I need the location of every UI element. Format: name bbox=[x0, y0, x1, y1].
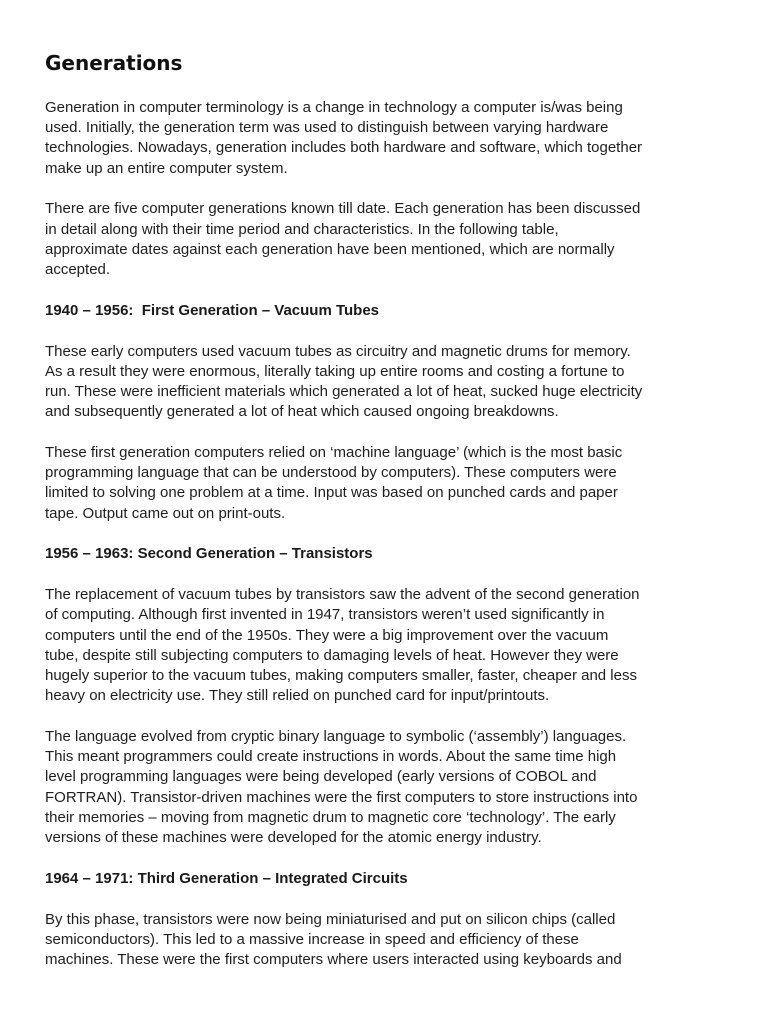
document-body bbox=[45, 50, 735, 991]
section-heading-third-generation: 1964 – 1971: Third Generation – Integrated Circuits bbox=[45, 869, 408, 887]
section-heading-first-generation: 1940 – 1956: First Generation – Vacuum Tubes bbox=[45, 301, 380, 319]
first-generation-paragraph-2: These first generation computers relied on ‘machine language’ (which is the most basic programming language that can be understood by computers). These computers were limited to solving one problem at a time. Input was based on punched cards and paper tape. Output came out on print-outs. bbox=[45, 443, 623, 522]
first-generation-paragraph-1: These early computers used vacuum tubes as circuitry and magnetic drums for memory. As a result they were enormous, literally taking up entire rooms and costing a fortune to run. These were inefficient materials which generated a lot of heat, sucked huge electricity and subsequently generated a lot of heat which caused ongoing breakdowns. bbox=[45, 342, 643, 421]
section-heading-second-generation: 1956 – 1963: Second Generation – Transistors bbox=[45, 545, 373, 563]
intro-paragraph-2: There are five computer generations known till date. Each generation has been discussed in detail along with their time period and characteristics. In the following table, approximate dates against each generation have been mentioned, which are normally accepted. bbox=[45, 200, 641, 278]
second-generation-paragraph-2: The language evolved from cryptic binary language to symbolic (‘assembly’) languages. This meant programmers could create instructions in words. About the same time high level programming languages were being developed (early versions of COBOL and FORTRAN). Transistor-driven machines were the first computers to store instructions into their memories – moving from magnetic drum to magnetic core ‘technology’. The early versions of these machines were developed for the atomic energy industry. bbox=[45, 727, 638, 846]
third-generation-paragraph-1: By this phase, transistors were now being miniaturised and put on silicon chips (called semiconductors). This led to a massive increase in speed and efficiency of these machines. These were the first computers where users interacted using keyboards and bbox=[45, 910, 622, 969]
page-title: Generations bbox=[45, 51, 183, 75]
intro-paragraph-1: Generation in computer terminology is a change in technology a computer is/was being used. Initially, the generation term was used to distinguish between varying hardware technologies. Nowadays, generation includes both hardware and software, which together make up an entire computer system. bbox=[45, 99, 643, 177]
second-generation-paragraph-1: The replacement of vacuum tubes by transistors saw the advent of the second generation of computing. Although first invented in 1947, transistors weren’t used significantly in computers until the end of the 1950s. They were a big improvement over the vacuum tube, despite still subjecting computers to damaging levels of heat. However they were hugely superior to the vacuum tubes, making computers smaller, faster, cheaper and less heavy on electricity use. They still relied on punched card for input/printouts. bbox=[45, 586, 640, 705]
